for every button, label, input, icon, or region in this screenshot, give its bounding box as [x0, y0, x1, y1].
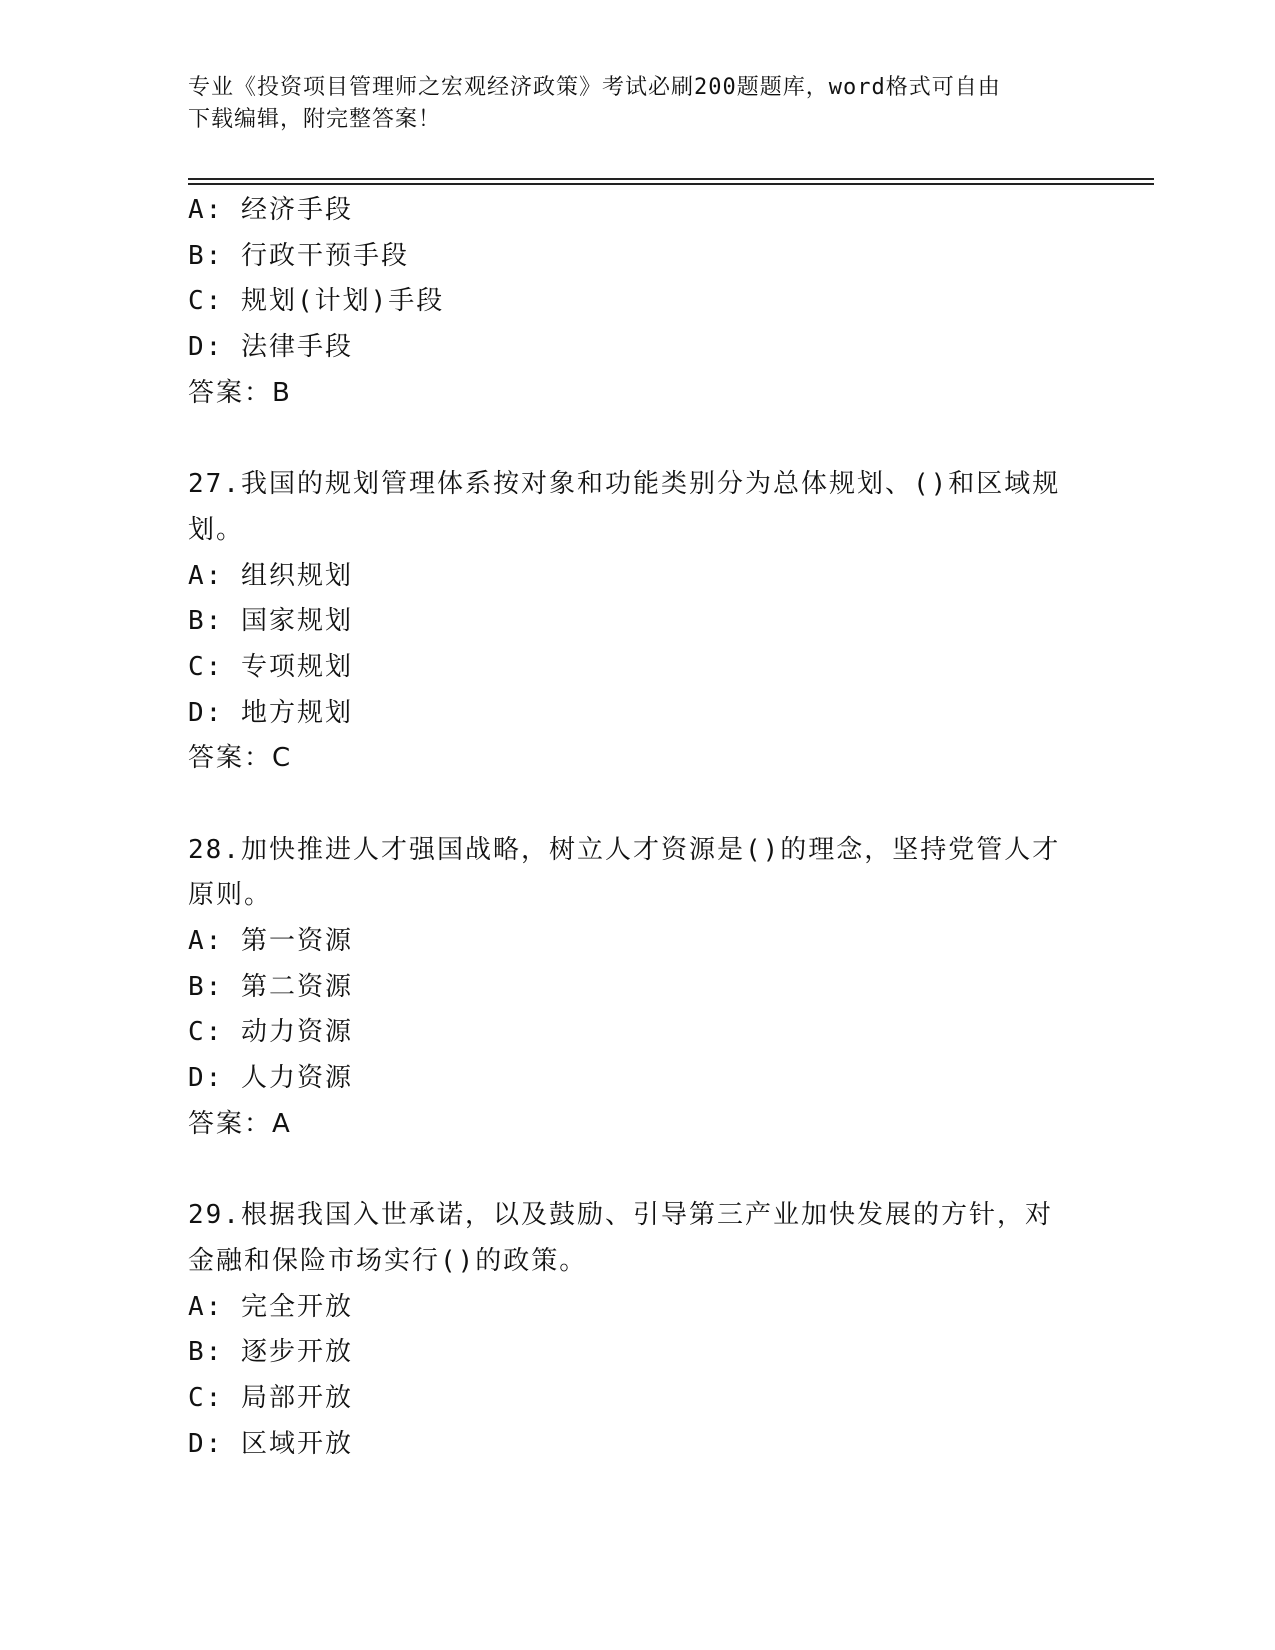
- option-c: C: 局部开放: [188, 1382, 353, 1413]
- question-block-29: [188, 1193, 1068, 1467]
- question-stem-line-2: 划。: [188, 514, 245, 545]
- header-line-2: 下载编辑，附完整答案！: [188, 107, 442, 132]
- spacer: [188, 1147, 1068, 1193]
- document-header: [188, 72, 1068, 136]
- answer-line: 答案：C: [188, 743, 293, 774]
- spacer: [188, 416, 1068, 462]
- option-a: A: 组织规划: [188, 560, 353, 591]
- option-a: A: 经济手段: [188, 195, 353, 225]
- option-b: B: 国家规划: [188, 606, 353, 637]
- question-stem-line-1: 28.加快推进人才强国战略，树立人才资源是()的理念，坚持党管人才: [188, 834, 1061, 865]
- question-stem-line-1: 29.根据我国入世承诺，以及鼓励、引导第三产业加快发展的方针，对: [188, 1200, 1053, 1231]
- question-block-26: [188, 188, 1068, 416]
- answer-line: 答案：A: [188, 1108, 292, 1139]
- question-block-28: [188, 828, 1068, 1148]
- spacer: [188, 782, 1068, 828]
- header-line-1: 专业《投资项目管理师之宏观经济政策》考试必刷200题题库，word格式可自由: [188, 75, 1001, 100]
- question-block-27: [188, 462, 1068, 782]
- option-b: B: 逐步开放: [188, 1337, 353, 1368]
- answer-line: 答案：B: [188, 377, 292, 408]
- option-b: B: 行政干预手段: [188, 240, 409, 271]
- option-c: C: 专项规划: [188, 651, 353, 682]
- option-d: D: 地方规划: [188, 697, 353, 728]
- option-a: A: 第一资源: [188, 926, 353, 956]
- option-d: D: 人力资源: [188, 1063, 353, 1094]
- option-b: B: 第二资源: [188, 971, 353, 1002]
- header-divider-bottom: [188, 183, 1154, 185]
- option-c: C: 规划(计划)手段: [188, 286, 445, 317]
- question-stem-line-2: 金融和保险市场实行()的政策。: [188, 1245, 588, 1276]
- question-stem-line-1: 27.我国的规划管理体系按对象和功能类别分为总体规划、()和区域规: [188, 469, 1061, 500]
- question-list: [188, 188, 1068, 1467]
- header-divider-top: [188, 178, 1154, 180]
- option-d: D: 法律手段: [188, 332, 353, 363]
- question-stem-line-2: 原则。: [188, 880, 273, 911]
- option-a: A: 完全开放: [188, 1291, 353, 1322]
- option-c: C: 动力资源: [188, 1017, 353, 1048]
- option-d: D: 区域开放: [188, 1428, 353, 1459]
